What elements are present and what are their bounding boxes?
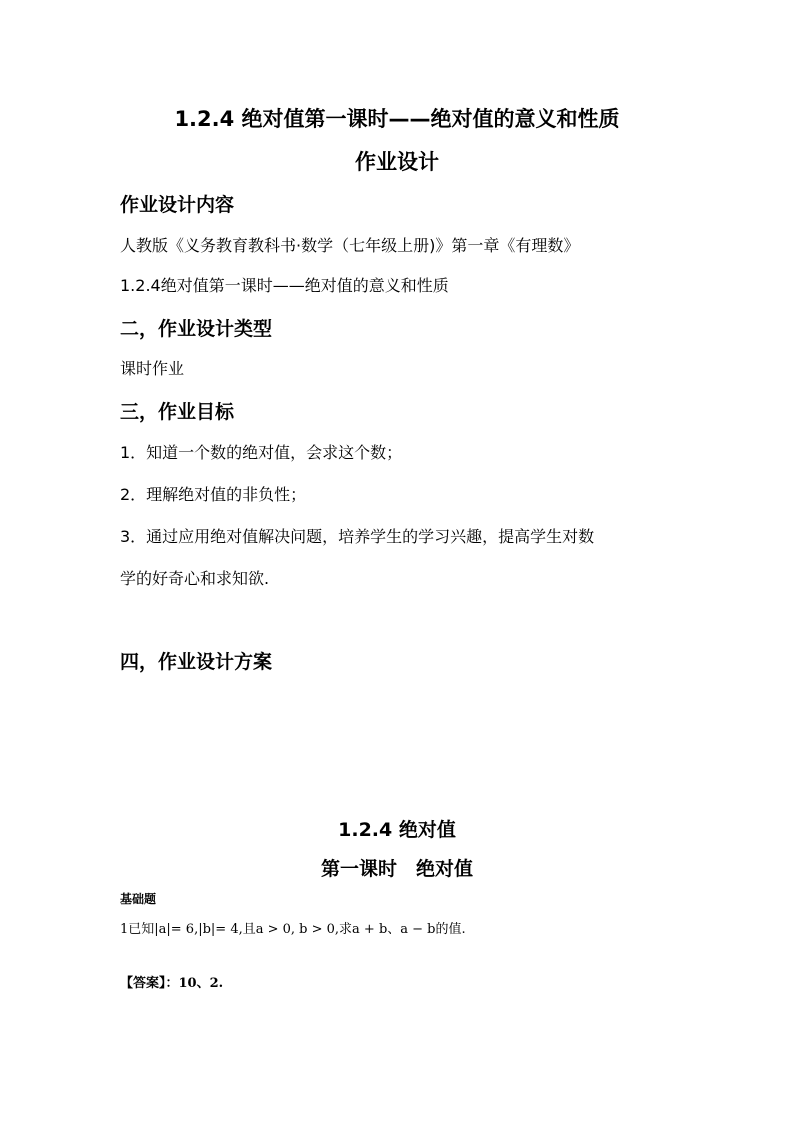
goal-item-2: 2．理解绝对值的非负性； [120,485,307,504]
exercise-title: 1.2.4 绝对值 [338,819,456,841]
basic-label: 基础题 [120,892,157,906]
content-line-textbook: 人教版《义务教育教科书·数学（七年级上册)》第一章《有理数》 [120,236,580,255]
type-line: 课时作业 [120,359,185,378]
answer-value: ：10、2. [165,976,224,991]
document-title: 1.2.4 绝对值第一课时——绝对值的意义和性质 [174,107,620,131]
exercise-subtitle: 第一课时 绝对值 [320,858,473,880]
section-heading-plan: 四，作业设计方案 [120,651,273,673]
document-subtitle: 作业设计 [355,150,439,174]
answer-line [120,972,223,991]
section-heading-goals: 三，作业目标 [120,401,235,423]
section-heading-type: 二，作业设计类型 [120,318,273,340]
question-1: 1已知|a|= 6,|b|= 4,且a > 0, b > 0,求a + b、a − b的值. [120,922,466,937]
section-heading-content: 作业设计内容 [120,194,235,216]
goal-item-1: 1．知道一个数的绝对值，会求这个数； [120,443,403,462]
content-line-lesson: 1.2.4绝对值第一课时——绝对值的意义和性质 [120,276,449,295]
goal-item-3-line1: 3．通过应用绝对值解决问题，培养学生的学习兴趣，提高学生对数 [120,527,595,546]
answer-label: 【答案】 [120,976,166,991]
goal-item-3-line2: 学的好奇心和求知欲. [120,569,270,588]
